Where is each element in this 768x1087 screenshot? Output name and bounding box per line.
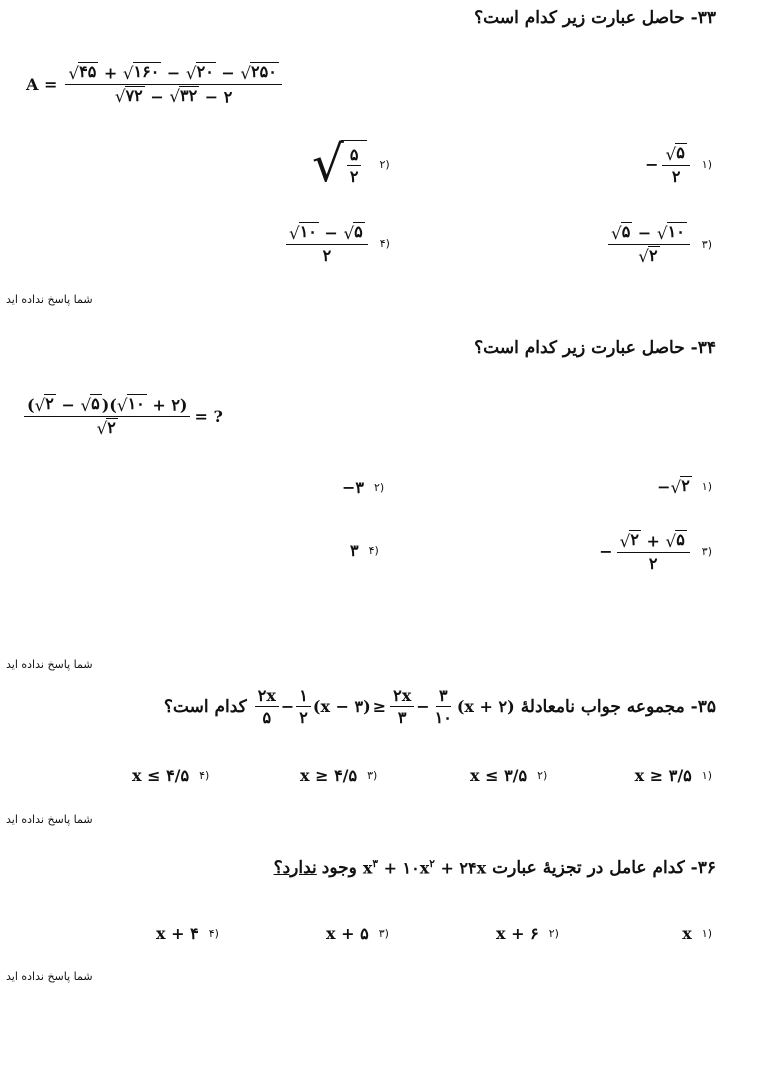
- q34-option-4-number: (۴: [368, 544, 379, 557]
- q34-option-3[interactable]: − √ ۲ + √ ۵ ۲ (۳: [599, 530, 712, 573]
- q34-option-2[interactable]: −۳ (۲: [342, 478, 385, 497]
- q35-option-1[interactable]: x ≥ ۳/۵ (۱: [634, 766, 712, 785]
- q35-title: ۳۵- مجموعه جواب نامعادلهٔ $\frac{۲x}{۵}$ − $\frac{۱}{۲}$ (x − ۳) ≥ $\frac{۲x}{۳}$ − $\frac{۳}{۱۰}$ (x + ۲) کدام است؟: [163, 686, 716, 728]
- q33-option-3[interactable]: √ ۵ − √ ۱۰ √ ۲ (۳: [606, 222, 712, 267]
- q34-option-3-number: (۳: [701, 544, 712, 558]
- q36-option-1[interactable]: x (۱: [682, 924, 712, 943]
- q35-inequality: $\frac{۲x}{۵}$ − $\frac{۱}{۲}$ (x − ۳) ≥ $\frac{۲x}{۳}$ − $\frac{۳}{۱۰}$ (x + ۲): [253, 686, 515, 727]
- q33-option-4-number: (۴: [379, 236, 390, 250]
- q33-option-4[interactable]: √ ۱۰ − √ ۵ ۲ (۴: [284, 222, 390, 265]
- q35-option-3[interactable]: x ≥ ۴/۵ (۳: [300, 766, 378, 785]
- q36-title: ۳۶- کدام عامل در تجزیهٔ عبارت $x^۳$ + $۱۰x^۲$ + ۲۴x وجود ندارد؟: [273, 858, 716, 878]
- q35-status-note: شما پاسخ نداده اید: [6, 813, 93, 826]
- q36-option-2[interactable]: x + ۶ (۲: [496, 924, 559, 943]
- q33-option-1[interactable]: − √ ۵ ۲ (۱: [645, 143, 712, 186]
- q33-status-note: شما پاسخ نداده اید: [6, 293, 93, 306]
- q34-option-1[interactable]: − √ ۲ (۱: [657, 476, 712, 497]
- q36-option-3[interactable]: x + ۵ (۳: [326, 924, 389, 943]
- q33-expression: [26, 62, 284, 107]
- q36-expression: $x^۳$ + $۱۰x^۲$ + ۲۴x: [362, 858, 487, 878]
- q34-option-1-number: (۱: [701, 479, 712, 493]
- q34-option-2-number: (۲: [374, 481, 385, 494]
- q34-expression: ( √ ۲ − √ ۵ )( √ ۱۰ + ۲) √ ۲ = ?: [22, 394, 223, 439]
- q33-lhs: A =: [26, 74, 58, 94]
- q33-option-2[interactable]: √ $\frac{۵}{۲}$ (۲: [312, 135, 390, 193]
- q34-status-note: شما پاسخ نداده اید: [6, 658, 93, 671]
- q34-option-4[interactable]: ۳ (۴: [350, 541, 379, 560]
- q35-option-4[interactable]: x ≤ ۴/۵ (۴: [132, 766, 210, 785]
- q36-option-4[interactable]: x + ۴ (۴: [156, 924, 219, 943]
- q33-option-2-number: (۲: [379, 157, 390, 171]
- q33-option-3-number: (۳: [701, 237, 712, 251]
- q36-status-note: شما پاسخ نداده اید: [6, 970, 93, 983]
- q33-title: ۳۳- حاصل عبارت زیر کدام است؟: [474, 8, 716, 28]
- q33-main-fraction: √ ۴۵ + √ ۱۶۰ − √ ۲۰ − √ ۲۵۰ √ ۷۲ − √ ۳۲ − ۲: [65, 62, 281, 107]
- q35-option-2[interactable]: x ≤ ۳/۵ (۲: [470, 766, 548, 785]
- q34-title: ۳۴- حاصل عبارت زیر کدام است؟: [474, 338, 716, 358]
- q33-option-1-number: (۱: [701, 157, 712, 171]
